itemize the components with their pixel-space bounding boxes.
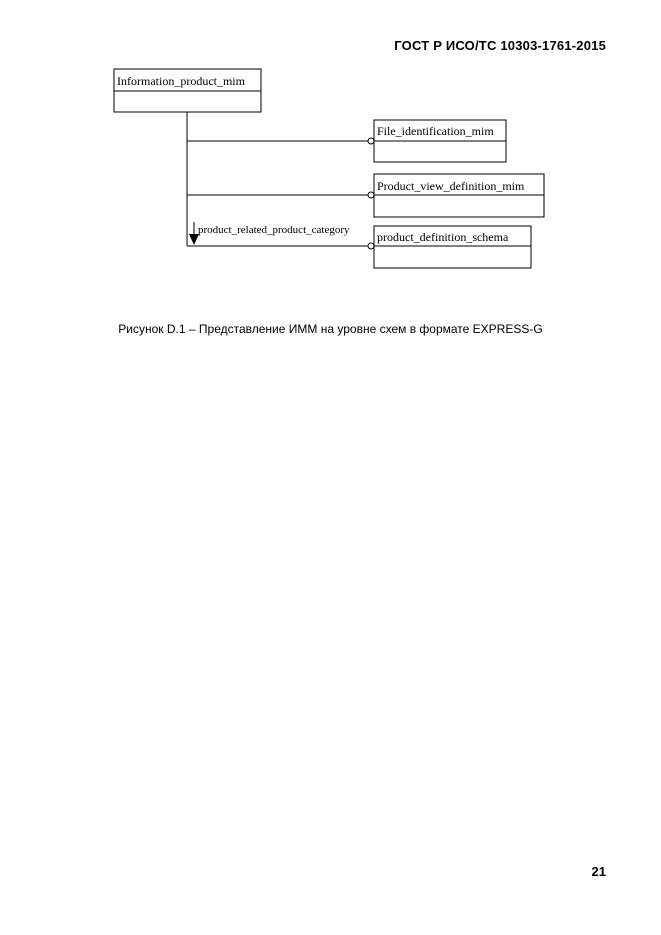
figure-caption: Рисунок D.1 – Представление ИММ на уровне схем в формате EXPRESS-G — [118, 322, 543, 336]
express-g-diagram — [0, 0, 661, 300]
schema-box-information-product-mim — [114, 69, 261, 112]
reference-circle-file-identification — [368, 138, 374, 144]
schema-label-information-product-mim: Information_product_mim — [117, 74, 245, 88]
schema-box-product-definition-schema — [374, 226, 531, 268]
schema-label-product-definition-schema: product_definition_schema — [377, 230, 509, 244]
page-number: 21 — [591, 864, 606, 879]
document-header: ГОСТ Р ИСО/ТС 10303-1761-2015 — [394, 38, 606, 53]
reference-circle-product-definition-schema — [368, 243, 374, 249]
schema-box-file-identification-mim — [374, 120, 506, 162]
edge-label-product-related-product-category: product_related_product_category — [198, 224, 350, 236]
schema-label-product-view-definition-mim: Product_view_definition_mim — [377, 179, 525, 193]
schema-box-product-view-definition-mim — [374, 174, 544, 217]
schema-label-file-identification-mim: File_identification_mim — [377, 124, 494, 138]
reference-circle-product-view-definition — [368, 192, 374, 198]
